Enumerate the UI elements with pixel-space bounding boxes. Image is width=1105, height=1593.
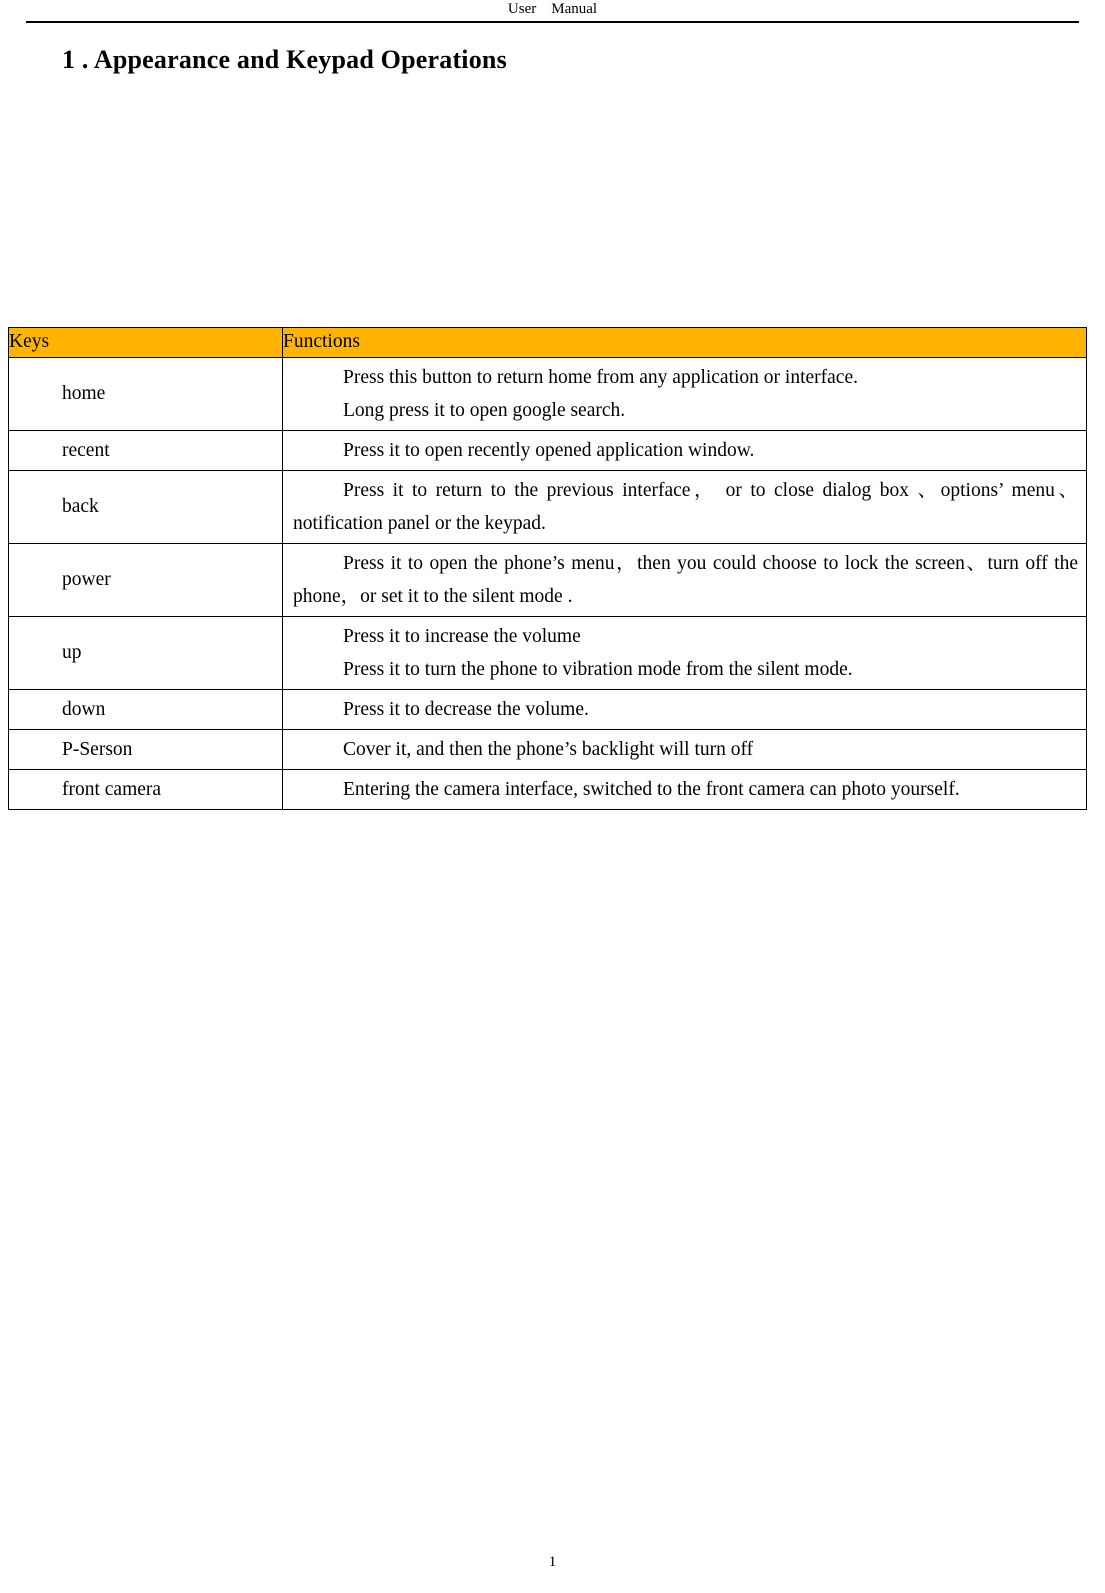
function-cell <box>283 617 1087 690</box>
function-line: Press it to turn the phone to vibration mode from the silent mode. <box>343 659 853 680</box>
key-cell: front camera <box>9 770 283 810</box>
column-header-keys: Keys <box>9 328 283 358</box>
function-cell <box>283 730 1087 770</box>
table-body <box>9 358 1087 810</box>
table-row <box>9 617 1087 690</box>
function-line: Entering the camera interface, switched to the front camera can photo yourself. <box>343 779 960 800</box>
key-cell: home <box>9 358 283 431</box>
key-cell: P-Serson <box>9 730 283 770</box>
key-cell: up <box>9 617 283 690</box>
table-header <box>9 328 1087 358</box>
key-cell: back <box>9 471 283 544</box>
function-line: Press it to return to the previous interface， or to close dialog box 、options’ menu、notification panel or the keypad. <box>293 480 1078 534</box>
page-title: 1 . Appearance and Keypad Operations <box>62 45 507 74</box>
page-number: 1 <box>548 1554 557 1570</box>
table-row <box>9 358 1087 431</box>
function-line: Press it to open recently opened application window. <box>343 440 755 461</box>
table-row <box>9 770 1087 810</box>
table-row <box>9 544 1087 617</box>
function-cell <box>283 358 1087 431</box>
table-row <box>9 431 1087 471</box>
function-cell <box>283 690 1087 730</box>
function-line: Press it to increase the volume <box>343 626 581 647</box>
function-line: Press this button to return home from any application or interface. <box>343 367 858 388</box>
function-line: Press it to open the phone’s menu，then you could choose to lock the screen、turn off the phone，or set it to the silent mode . <box>293 553 1078 607</box>
key-cell: down <box>9 690 283 730</box>
keys-functions-table <box>8 327 1087 810</box>
function-line: Long press it to open google search. <box>343 400 626 421</box>
doc-header-title: User Manual <box>507 1 598 17</box>
key-cell: recent <box>9 431 283 471</box>
key-cell: power <box>9 544 283 617</box>
function-cell <box>283 770 1087 810</box>
function-line: Cover it, and then the phone’s backlight will turn off <box>343 739 754 760</box>
function-cell <box>283 431 1087 471</box>
table-row <box>9 471 1087 544</box>
function-cell <box>283 544 1087 617</box>
table-row <box>9 730 1087 770</box>
table-row <box>9 690 1087 730</box>
column-header-functions: Functions <box>283 328 1087 358</box>
doc-header <box>26 0 1079 23</box>
function-line: Press it to decrease the volume. <box>343 699 589 720</box>
table-header-row <box>9 328 1087 358</box>
function-cell <box>283 471 1087 544</box>
